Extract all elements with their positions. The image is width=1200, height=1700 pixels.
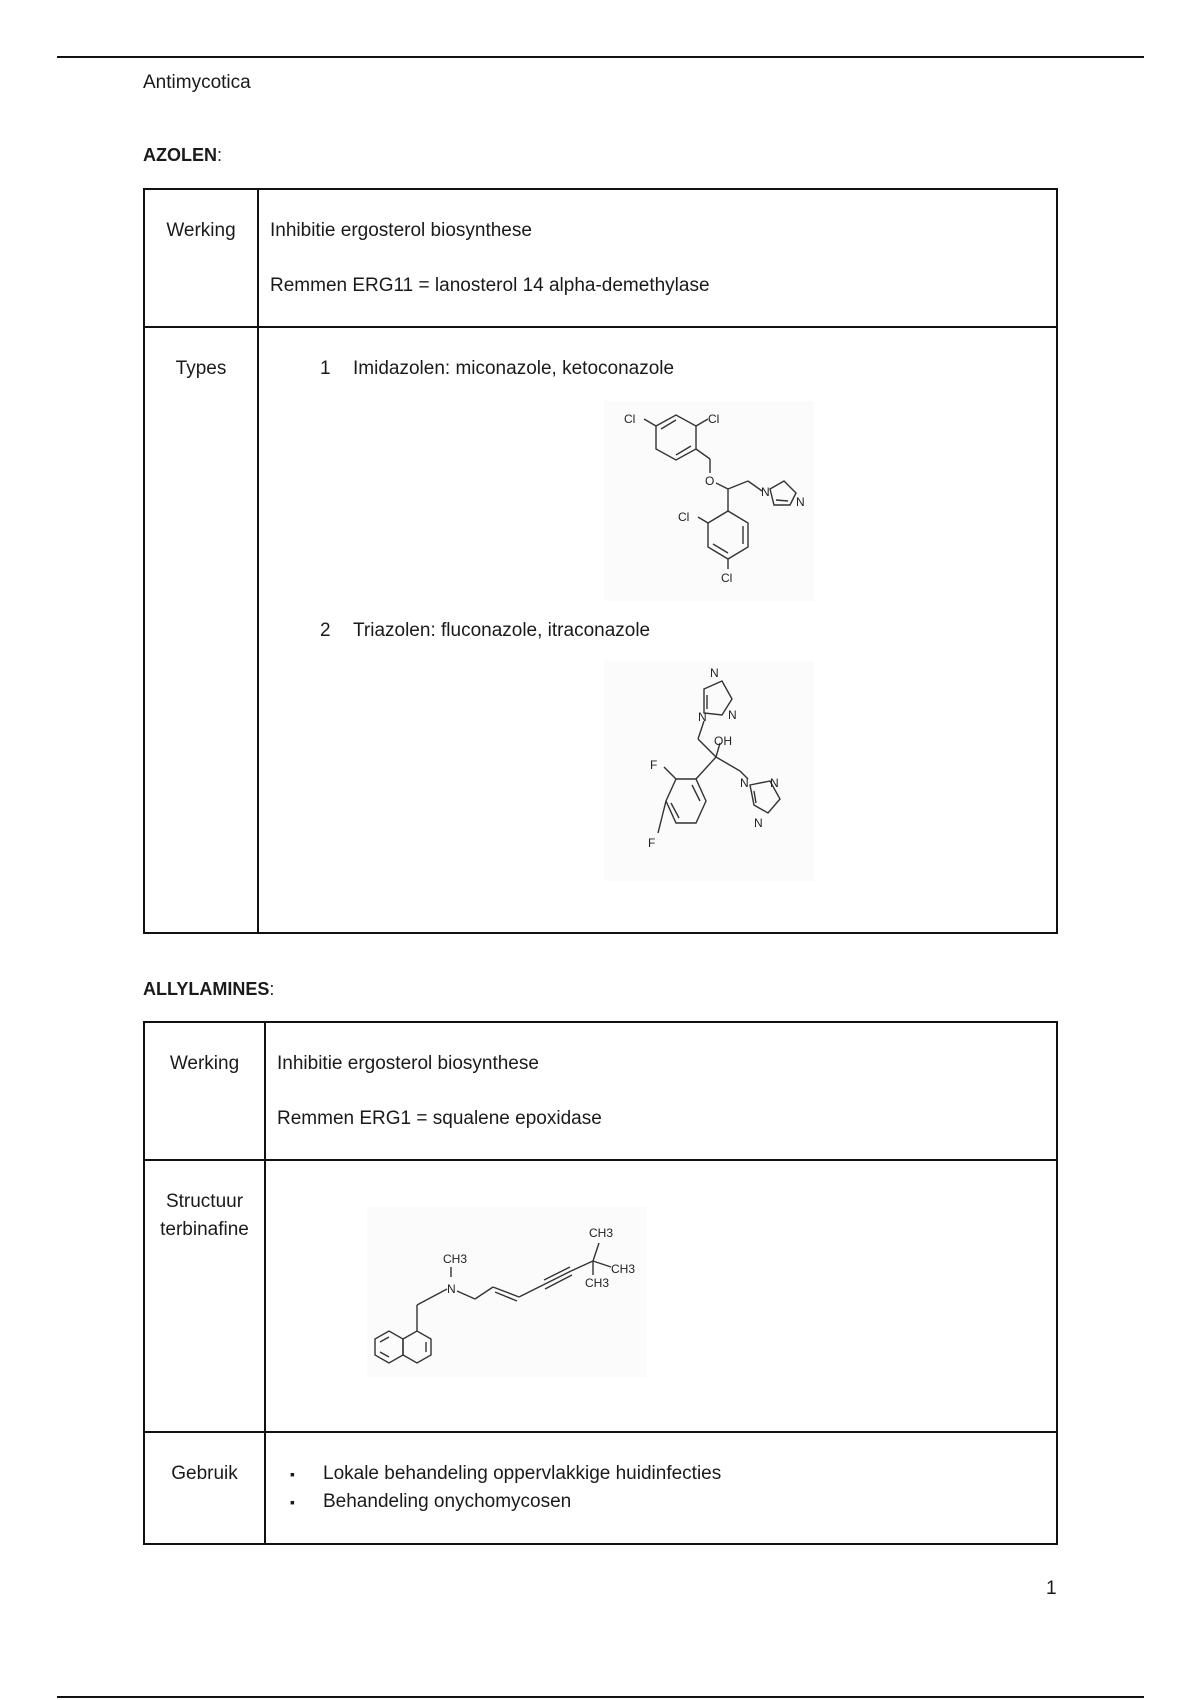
types-row (144, 327, 1057, 933)
atom-ch3: CH3 (443, 1252, 468, 1266)
atom-n: N (754, 816, 763, 830)
werking-content (265, 1022, 1057, 1160)
type-number: 1 (320, 358, 331, 379)
werking-line-2: Remmen ERG11 = lanosterol 14 alpha-demethylase (270, 275, 710, 296)
type-number: 2 (320, 620, 331, 641)
atom-n: N (447, 1282, 456, 1296)
atom-cl: Cl (678, 510, 690, 524)
structuur-label-line-2: terbinafine (160, 1219, 249, 1240)
list-item (277, 1488, 1056, 1516)
gebruik-row (144, 1432, 1057, 1544)
types-content (258, 327, 1057, 933)
list-item-text: Behandeling onychomycosen (323, 1491, 572, 1512)
section-heading-allylamines (143, 979, 274, 1000)
heading-colon: : (269, 979, 275, 999)
bullet-marker: ▪ (290, 1466, 295, 1482)
miconazole-structure-image (604, 401, 814, 601)
heading-text: AZOLEN (143, 145, 217, 165)
werking-line-1: Inhibitie ergosterol biosynthese (277, 1053, 539, 1074)
werking-content (258, 189, 1057, 327)
heading-text: ALLYLAMINES (143, 979, 270, 999)
werking-label: Werking (144, 1022, 265, 1160)
werking-line-2: Remmen ERG1 = squalene epoxidase (277, 1108, 602, 1129)
section-heading-azolen (143, 145, 222, 166)
atom-f: F (650, 758, 658, 772)
azolen-table (143, 188, 1058, 934)
fluconazole-structure-image (604, 661, 814, 881)
atom-ch3: CH3 (585, 1276, 610, 1290)
werking-row (144, 1022, 1057, 1160)
atom-cl: Cl (721, 571, 733, 585)
bullet-marker: ▪ (290, 1494, 295, 1510)
list-item (277, 1460, 1056, 1488)
atom-n: N (710, 666, 719, 680)
allylamines-table (143, 1021, 1058, 1545)
werking-label: Werking (144, 189, 258, 327)
structuur-label (144, 1160, 265, 1432)
atom-n: N (698, 710, 707, 724)
atom-n: N (796, 495, 805, 509)
atom-n: N (740, 776, 749, 790)
list-item-text: Lokale behandeling oppervlakkige huidinfecties (323, 1463, 722, 1484)
document-title: Antimycotica (143, 72, 251, 93)
atom-ch3: CH3 (589, 1226, 614, 1240)
atom-cl: Cl (708, 412, 720, 426)
atom-f: F (648, 836, 656, 850)
atom-cl: Cl (624, 412, 636, 426)
top-rule (57, 56, 1144, 58)
werking-line-1: Inhibitie ergosterol biosynthese (270, 220, 532, 241)
type-item-triazolen (270, 617, 1056, 645)
structuur-row (144, 1160, 1057, 1432)
type-item-imidazolen (270, 355, 1056, 383)
atom-n: N (728, 708, 737, 722)
atom-o: O (705, 474, 715, 488)
atom-n: N (761, 485, 770, 499)
page-number: 1 (1046, 1578, 1057, 1599)
heading-colon: : (217, 145, 223, 165)
type-text: Imidazolen: miconazole, ketoconazole (353, 358, 675, 379)
atom-oh: OH (714, 734, 732, 748)
terbinafine-structure-image (367, 1207, 647, 1377)
gebruik-label: Gebruik (144, 1432, 265, 1544)
structuur-content (265, 1160, 1057, 1432)
atom-n: N (770, 776, 779, 790)
type-text: Triazolen: fluconazole, itraconazole (353, 620, 651, 641)
atom-ch3: CH3 (611, 1262, 636, 1276)
types-label: Types (144, 327, 258, 933)
gebruik-content (265, 1432, 1057, 1544)
werking-row (144, 189, 1057, 327)
structuur-label-line-1: Structuur (165, 1191, 244, 1212)
bottom-rule (57, 1696, 1144, 1698)
